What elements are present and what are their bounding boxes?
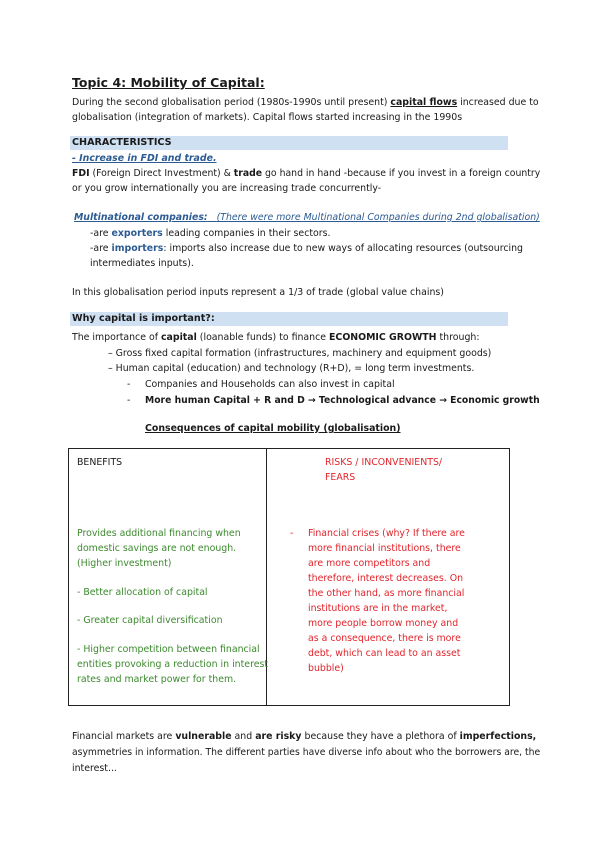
gross-fixed-line: – Gross fixed capital formation (infrastructures, machinery and equipment goods) — [108, 348, 492, 359]
economic-growth-term: ECONOMIC GROWTH — [329, 332, 437, 343]
risk-line: debt, which can lead to an asset — [308, 648, 461, 659]
risk-line: more people borrow money and — [308, 618, 459, 629]
intro-line-2: globalisation (integration of markets). Capital flows started increasing in the 1990s — [72, 112, 463, 123]
why-line-1 — [72, 332, 480, 344]
fdi-trade-subheading: - Increase in FDI and trade. — [72, 153, 217, 164]
characteristics-heading: CHARACTERISTICS — [72, 137, 172, 148]
fdi-line-1 — [72, 168, 540, 180]
page-title: Topic 4: Mobility of Capital: — [72, 75, 265, 90]
fdi-line-2: or you grow internationally you are increasing trade concurrently- — [72, 183, 382, 194]
consequences-table — [68, 448, 510, 706]
exporters-line — [90, 228, 330, 240]
intro-text: During the second globalisation period (1980s-1990s until present) — [72, 97, 391, 108]
risk-line: the other hand, as more financial — [308, 588, 465, 599]
exporters-text: -are — [90, 228, 112, 239]
exporters-term: exporters — [111, 228, 163, 239]
closing-line-2: asymmetries in information. The different parties have diverse info about who the borrowers are, the — [72, 747, 541, 758]
exporters-text: leading companies in their sectors. — [162, 228, 331, 239]
inputs-line: In this globalisation period inputs represent a 1/3 of trade (global value chains) — [72, 287, 444, 298]
closing-text: Financial markets are — [72, 731, 176, 742]
benefit-line: (Higher investment) — [77, 558, 172, 569]
importers-line-2: intermediates inputs). — [90, 258, 194, 269]
benefit-line: rates and market power for them. — [77, 674, 237, 685]
why-text: (loanable funds) to finance — [196, 332, 330, 343]
mnc-note: (There were more Multinational Companies during 2nd globalisation) — [216, 212, 540, 223]
risks-header-line-1: RISKS / INCONVENIENTS/ — [325, 457, 443, 468]
importers-term: importers — [111, 243, 164, 254]
closing-text: because they have a plethora of — [301, 731, 460, 742]
capital-term: capital — [160, 332, 197, 343]
benefit-line: entities provoking a reduction in interest — [77, 659, 269, 670]
intro-line-1 — [72, 97, 539, 109]
consequences-heading: Consequences of capital mobility (globalisation) — [145, 423, 401, 434]
trade-term: trade — [233, 168, 263, 179]
benefit-line: Provides additional financing when — [77, 528, 241, 539]
risk-line: therefore, interest decreases. On — [308, 573, 464, 584]
benefit-line: - Better allocation of capital — [77, 587, 208, 598]
capital-flows-term: capital flows — [390, 97, 458, 108]
importers-text: -are — [90, 243, 112, 254]
risks-header-line-2: FEARS — [325, 472, 356, 483]
fdi-text: (Foreign Direct Investment) & — [89, 168, 234, 179]
households-line: Companies and Households can also invest in capital — [145, 379, 395, 390]
benefit-line: - Greater capital diversification — [77, 615, 223, 626]
risk-line: bubble) — [308, 663, 344, 674]
importers-line-1 — [90, 243, 523, 255]
risk-line: Financial crises (why? If there are — [308, 528, 465, 539]
benefit-line: domestic savings are not enough. — [77, 543, 237, 554]
why-text: through: — [436, 332, 480, 343]
closing-line-3: interest... — [72, 763, 117, 774]
mnc-heading — [74, 212, 540, 224]
risk-line: as a consequence, there is more — [308, 633, 461, 644]
bullet-dash: - — [127, 379, 131, 390]
bullet-dash: - — [127, 395, 131, 406]
intro-text: increased due to — [457, 97, 539, 108]
risk-bullet-dash: - — [290, 528, 294, 539]
benefit-line: - Higher competition between financial — [77, 644, 260, 655]
risk-line: are more competitors and — [308, 558, 431, 569]
growth-chain-line: More human Capital + R and D → Technological advance → Economic growth — [145, 395, 540, 406]
closing-text: and — [231, 731, 256, 742]
risky-term: are risky — [255, 731, 302, 742]
human-capital-line: – Human capital (education) and technology (R+D), = long term investments. — [108, 363, 475, 374]
fdi-text: go hand in hand -because if you invest in a foreign country — [262, 168, 541, 179]
vulnerable-term: vulnerable — [175, 731, 232, 742]
why-heading: Why capital is important?: — [72, 313, 215, 324]
fdi-term: FDI — [72, 168, 90, 179]
importers-text: : imports also increase due to new ways of allocating resources (outsourcing — [163, 243, 524, 254]
benefits-header: BENEFITS — [77, 457, 123, 468]
mnc-term: Multinational companies: — [74, 212, 208, 223]
imperfections-term: imperfections, — [459, 731, 537, 742]
risk-line: institutions are in the market, — [308, 603, 448, 614]
closing-line-1 — [72, 731, 536, 743]
risk-line: more financial institutions, there — [308, 543, 461, 554]
why-text: The importance of — [72, 332, 161, 343]
